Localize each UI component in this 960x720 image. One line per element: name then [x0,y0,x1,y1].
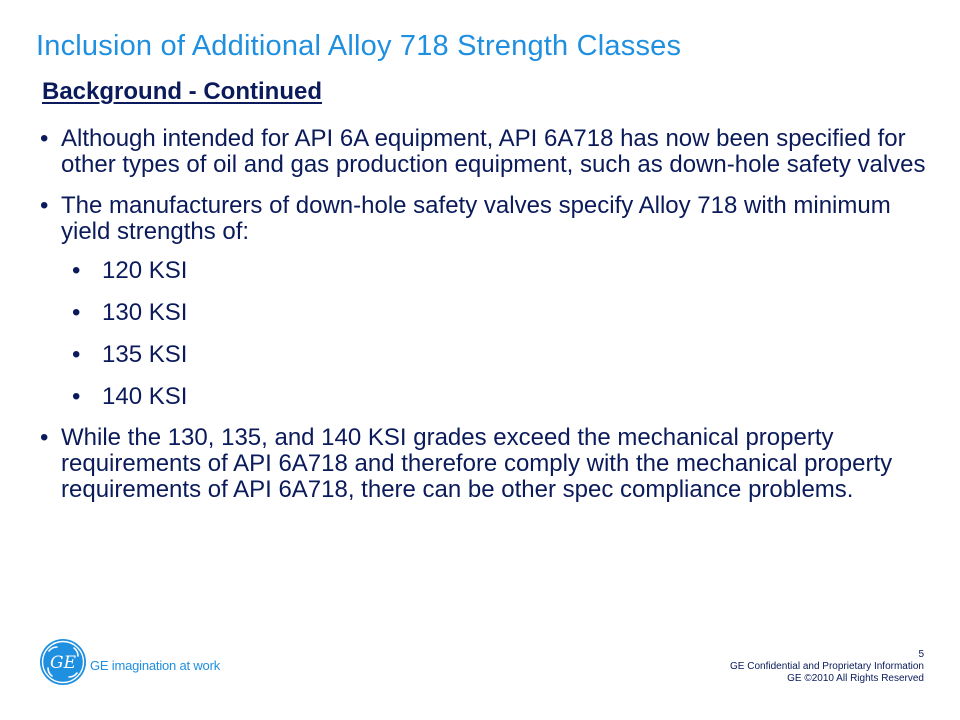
bullet-icon: • [72,341,81,368]
bullet-icon: • [72,299,81,326]
bullet-icon: • [40,125,49,152]
sub-bullet-text: 120 KSI [102,257,188,284]
slide-subtitle: Background - Continued [42,78,322,105]
sub-bullet-item [40,384,930,410]
sub-bullet-text: 130 KSI [102,299,188,326]
sub-bullet-item [40,300,930,326]
tagline: GE imagination at work [90,658,220,673]
bullet-item [40,193,930,410]
slide-title: Inclusion of Additional Alloy 718 Strength Classes [36,30,682,62]
bullet-icon: • [72,257,81,284]
ge-monogram-icon [38,636,88,688]
copyright-notice: GE ©2010 All Rights Reserved [787,673,924,684]
bullet-item [40,126,930,178]
page-number: 5 [918,649,924,660]
sub-bullet-item [40,342,930,368]
bullet-icon: • [40,424,49,451]
bullet-icon: • [40,192,49,219]
bullet-text: While the 130, 135, and 140 KSI grades exceed the mechanical property requirements of API 6A718 and therefore comply with the mechanical property requirements of API 6A718, there can be other spec compliance problems. [61,424,893,503]
sub-bullet-text: 140 KSI [102,383,188,410]
bullet-list [40,126,930,503]
bullet-text: The manufacturers of down-hole safety valves specify Alloy 718 with minimum yield strengths of: [61,192,891,245]
svg-text:GE: GE [50,653,76,673]
bullet-item [40,425,930,503]
confidential-notice: GE Confidential and Proprietary Information [730,661,924,672]
sub-bullet-item [40,258,930,284]
bullet-icon: • [72,383,81,410]
sub-bullet-text: 135 KSI [102,341,188,368]
bullet-text: Although intended for API 6A equipment, API 6A718 has now been specified for other types of oil and gas production equipment, such as down-hole safety valves [61,125,926,178]
slide-footer [730,649,924,685]
sub-bullet-list [61,258,930,410]
